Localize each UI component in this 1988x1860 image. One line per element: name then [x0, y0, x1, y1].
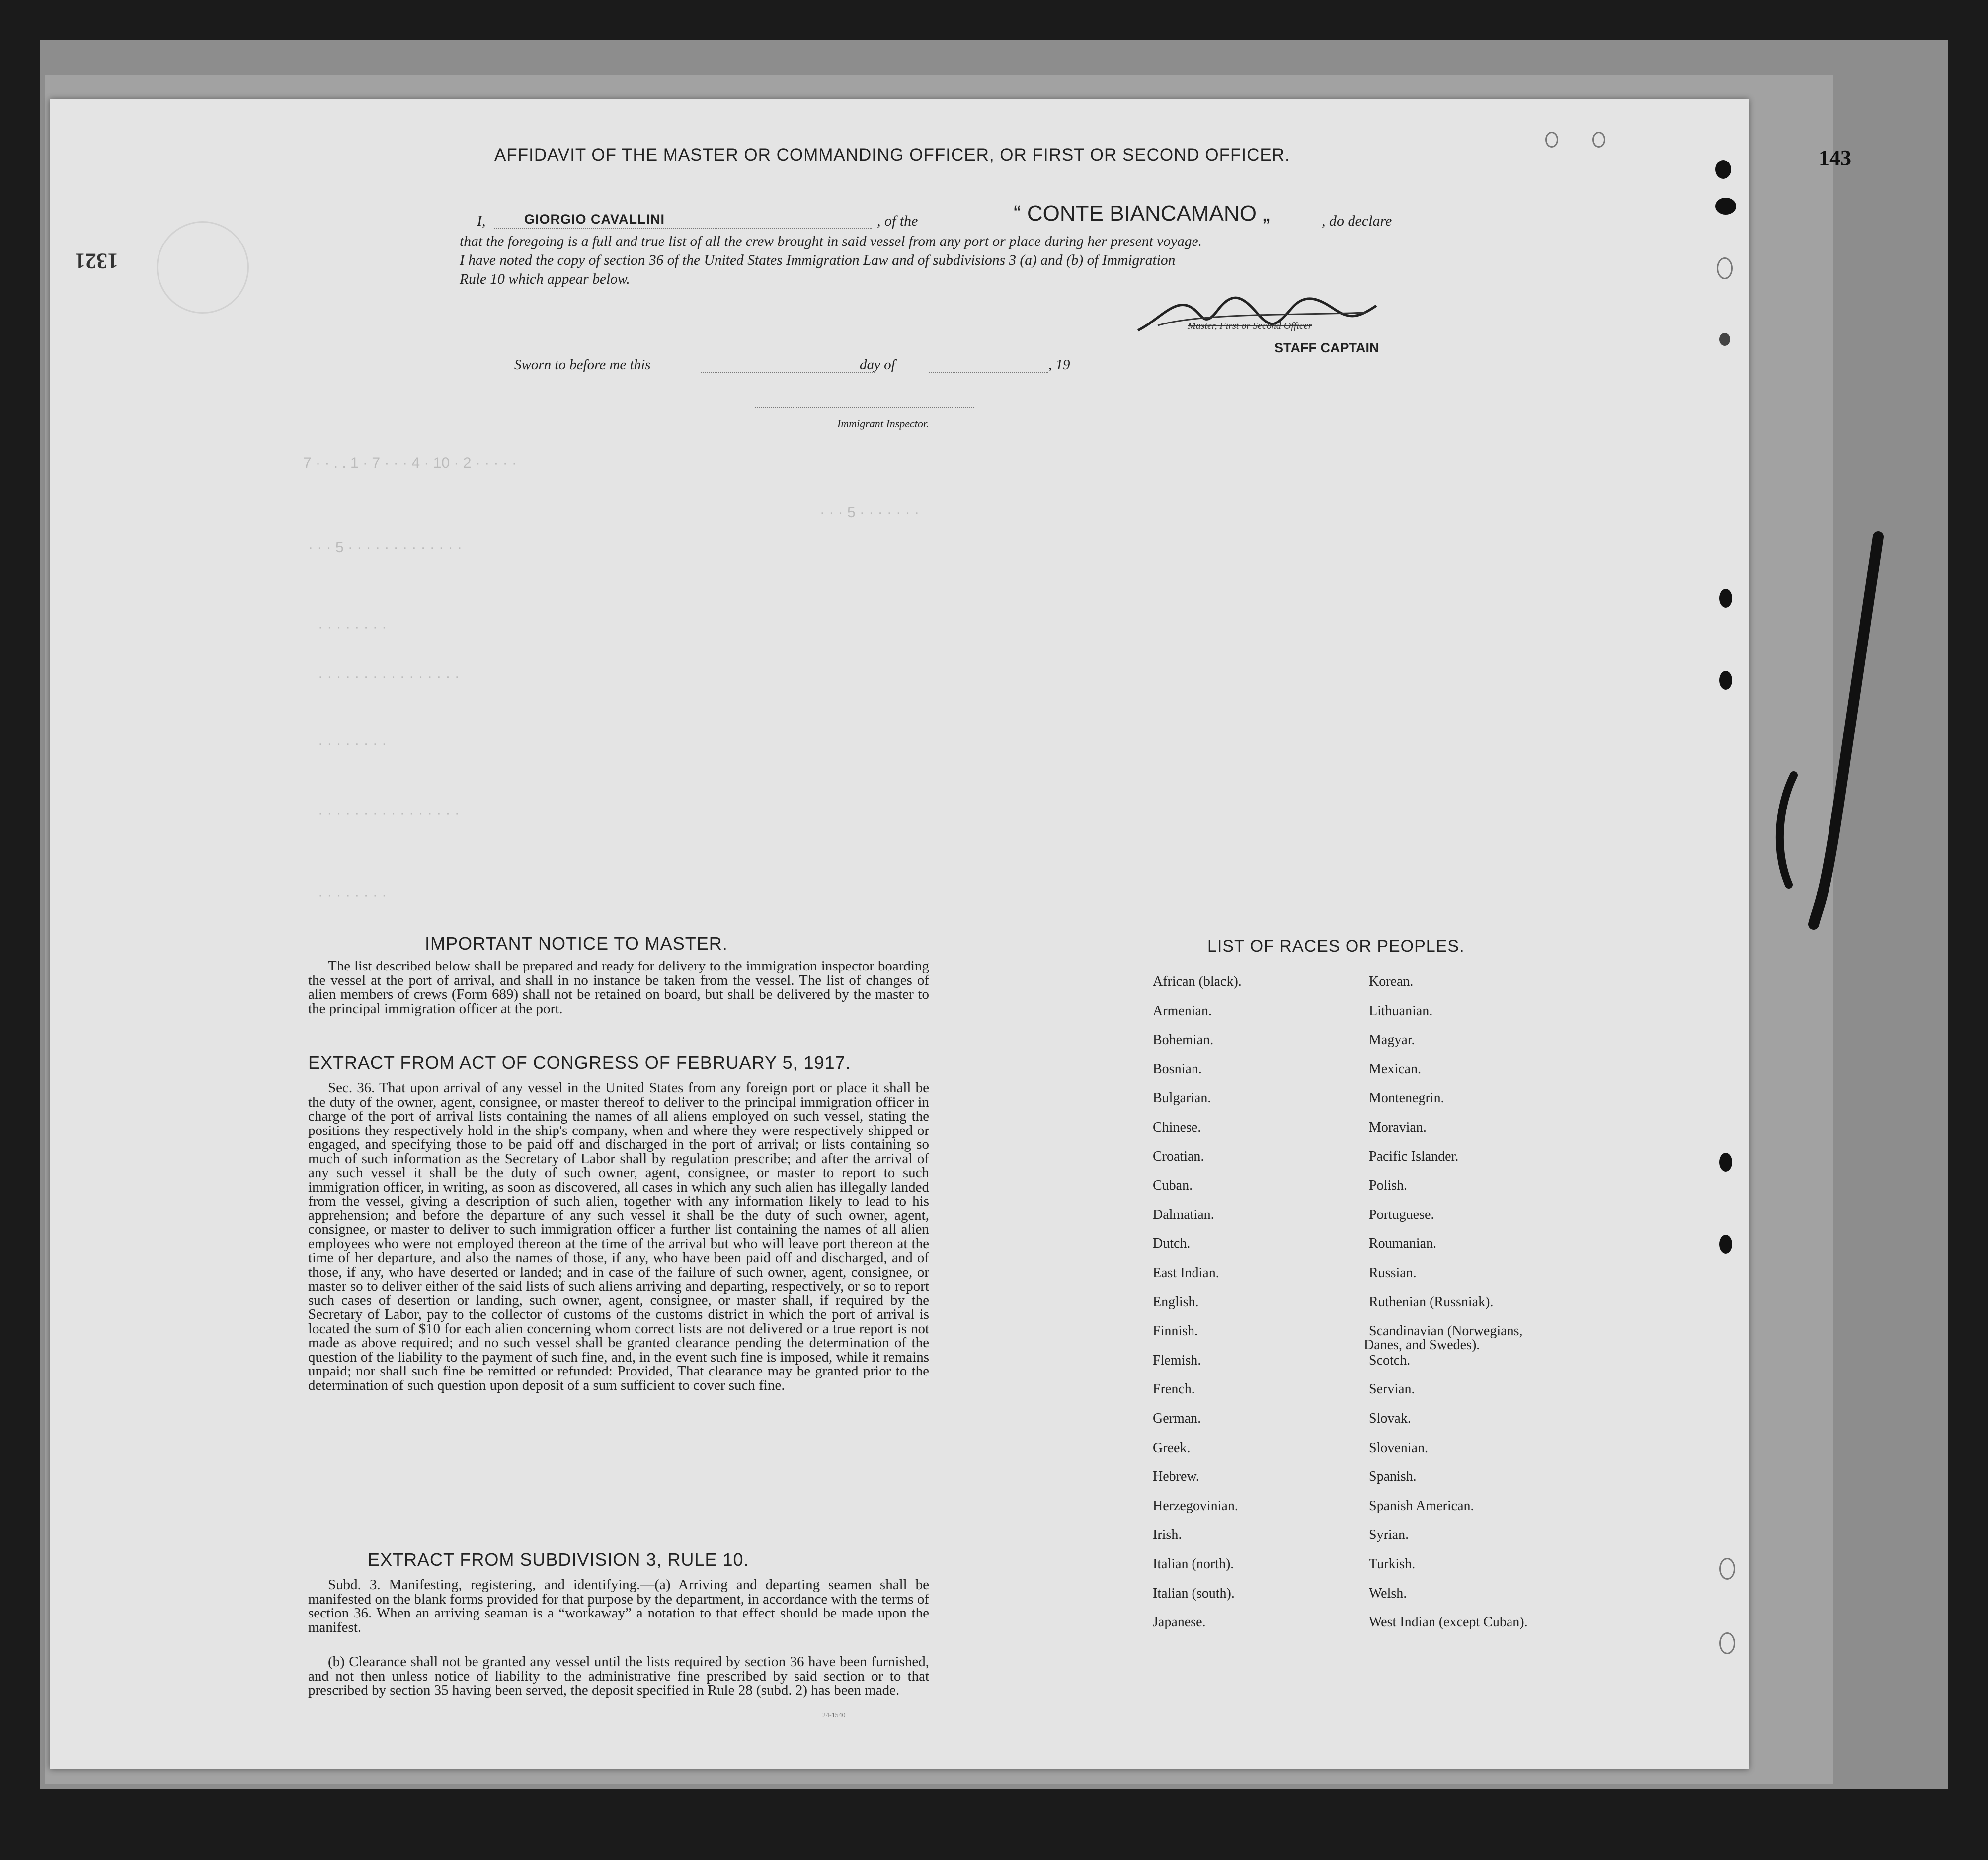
race-item: Danes, and Swedes).	[1364, 1337, 1480, 1353]
notice-heading: IMPORTANT NOTICE TO MASTER.	[425, 933, 728, 954]
of-the-text: , of the	[877, 213, 918, 229]
race-item: Dalmatian.	[1153, 1207, 1214, 1222]
officer-name: GIORGIO CAVALLINI	[524, 212, 665, 227]
punch-hole	[1715, 198, 1736, 215]
race-item: Japanese.	[1153, 1615, 1206, 1630]
race-item: Ruthenian (Russniak).	[1369, 1294, 1494, 1310]
rule-text-b: (b) Clearance shall not be granted any vessel until the lists required by section 36 have been furnished, and not then unless notice of liability to the administrative fine prescribed by said section or to that prescribed by section 35 having been served, the deposit specified in Rule 28 (subd. 2) has been made.	[308, 1654, 929, 1698]
name-line	[494, 228, 872, 229]
race-item: Welsh.	[1369, 1585, 1407, 1601]
race-item: Croatian.	[1153, 1148, 1204, 1164]
signature-caption: Master, First or Second Officer	[1188, 321, 1312, 331]
race-item: Italian (north).	[1153, 1556, 1234, 1572]
act-text: Sec. 36. That upon arrival of any vessel in the United States from any foreign port or place it shall be the duty of the owner, agent, consignee, or master thereof to deliver to the principal immigration officer in charge of the port of arrival lists containing the names of all aliens employed on such vessel, stating the positions they respectively hold in the ship's company, when and where they were respectively shipped or engaged, and specifying those to be paid off and discharged in the port of arrival; or lists containing so much of such information as the Secretary of Labor shall by regulation prescribe; and after the arrival of any such vessel it shall be the duty of such owner, agent, consignee, or master to report to such immigration officer, in writing, as soon as discovered, all cases in which any such alien has illegally landed from the vessel, giving a description of such alien, together with any information likely to lead to his apprehension; and before the departure of any such vessel it shall be the duty of such owner, agent, consignee, or master to deliver to such immigration officer a further list containing the names of all alien employees who were not employed thereon at the time of the arrival but who will leave port thereon at the time of her departure, and also the names of those, if any, who have been paid off and discharged, and of those, if any, who have deserted or landed; and in case of the failure of such owner, agent, consignee, or master so to deliver either of the said lists of such aliens arriving and departing, respectively, or so to report such cases of desertion or landing, such owner, agent, consignee, or master shall, if required by the Secretary of Labor, pay to the collector of customs of the customs district in which the port of arrival is located the sum of $10 for each alien concerning whom correct lists are not delivered or a true report is not made as above required; and no such vessel shall be granted clearance pending the determination of the question of the liability to the payment of such fine, and, in the event such fine is imposed, while it remains unpaid; nor shall such fine be remitted or refunded: Provided, That clearance may be granted prior to the determination of such question upon deposit of a sum sufficient to cover such fine.	[308, 1080, 929, 1393]
race-item: Hebrew.	[1153, 1469, 1199, 1485]
punch-hole	[1719, 1235, 1732, 1254]
race-item: Dutch.	[1153, 1236, 1191, 1252]
affidavit-line-2: that the foregoing is a full and true list of all the crew brought in said vessel from any port or place during her present voyage.	[460, 234, 1202, 249]
race-item: Servian.	[1369, 1381, 1415, 1397]
inspector-caption: Immigrant Inspector.	[837, 417, 929, 430]
race-item: Greek.	[1153, 1440, 1191, 1456]
race-item: Spanish.	[1369, 1469, 1417, 1485]
race-item: East Indian.	[1153, 1265, 1219, 1281]
race-item: Bohemian.	[1153, 1032, 1214, 1048]
signature	[1128, 291, 1386, 340]
race-item: Mexican.	[1369, 1061, 1421, 1077]
rule-text-a: Subd. 3. Manifesting, registering, and identifying.—(a) Arriving and departing seamen shall be manifested on the blank forms provided for that purpose by the department, in accordance with the terms of section 36. When an arriving seaman is a “workaway” a notation to that effect should be made upon the manifest.	[308, 1577, 929, 1635]
race-item: Slovak.	[1369, 1411, 1411, 1426]
affidavit-intro: I,	[477, 213, 486, 229]
punch-hole	[1719, 1153, 1732, 1172]
race-item: Magyar.	[1369, 1032, 1415, 1048]
rule-heading: EXTRACT FROM SUBDIVISION 3, RULE 10.	[368, 1549, 749, 1570]
race-item: Portuguese.	[1369, 1207, 1434, 1222]
race-item: Herzegovinian.	[1153, 1498, 1238, 1514]
race-item: Cuban.	[1153, 1178, 1193, 1194]
race-item: German.	[1153, 1411, 1201, 1426]
year-text: , 19	[1048, 357, 1070, 373]
act-heading: EXTRACT FROM ACT OF CONGRESS OF FEBRUARY 5, 1917.	[308, 1052, 851, 1073]
handwritten-mark	[1759, 527, 1908, 934]
form-code: 24-1540	[822, 1712, 846, 1719]
race-item: Italian (south).	[1153, 1585, 1235, 1601]
affidavit-line-4: Rule 10 which appear below.	[460, 271, 630, 287]
race-item: Scotch.	[1369, 1352, 1411, 1368]
race-item: Chinese.	[1153, 1120, 1201, 1135]
races-heading: LIST OF RACES OR PEOPLES.	[1207, 937, 1465, 956]
sworn-line	[701, 372, 875, 373]
race-item: Bulgarian.	[1153, 1090, 1211, 1106]
document-page: 1321 AFFIDAVIT OF THE MASTER OR COMMANDING OFFICER, OR FIRST OR SECOND OFFICER. I, GIORGIO CAVALLINI , of the “ CONTE BIANCAMANO „ , do declare that the foregoing is a full and true list of all the crew brought in said vessel from any port or place during her present voyage. I have noted the copy of section 36 of the United States Immigration Law and of subdivisions 3 (a) and (b) of Immigration Rule 10 which appear below. Master, First or Second Officer STAFF CAPTAIN Sworn to before me this day of , 19 Immigrant Inspector. 7 · · . . 1 · 7 · · · 4 · 10 · 2 · · · · · · · · 5 · · · · · · · · · · 5 · · · · · · · · · · · · · · · · · · · · · · · · · · · · · · · · · · · · · · · · · · · · · · · · · · · · · · · · · · · · · · · · · · · · · IMPORTANT NOTICE TO MASTER. The list described below shall be prepared and ready for delivery to the immigration inspector boarding the vessel at the port of arrival, and shall in no instance be taken from the vessel. The list of changes of alien members of crews (Form 689) shall not be retained on board, but shall be delivered by the master to the principal immigration officer at the port. EXTRACT FROM ACT OF CONGRESS OF FEBRUARY 5, 1917. Sec. 36. That upon arrival of any vessel in the United States from any foreign port or place it shall be the duty of the owner, agent, consignee, or master thereof to deliver to the principal immigration officer in charge of the port of arrival lists containing the names of all aliens employed on such vessel, stating the positions they respectively hold in the ship's company, when and where they were respectively shipped or engaged, and specifying those to be paid off and discharged in the port of arrival; or lists containing so much of such information as the Secretary of Labor shall by regulation prescribe; and after the arrival of any such vessel it shall be the duty of such owner, agent, consignee, or master to report to such immigration officer, in writing, as soon as discovered, all cases in which any such alien has illegally landed from the vessel, giving a description of such alien, together with any information likely to lead to his apprehension; and before the departure of any such vessel it shall be the duty of such owner, agent, consignee, or master to deliver to such immigration officer a further list containing the names of all alien employees who were not employed thereon at the time of the arrival but who will leave port thereon at the time of her departure, and also the names of those, if any, who have been paid off and discharged, and of those, if any, who have deserted or landed; and in case of the failure of such owner, agent, consignee, or master so to deliver either of the said lists of such aliens arriving and departing, respectively, or so to report such cases of desertion or landing, such owner, agent, consignee, or master shall, if required by the Secretary of Labor, pay to the collector of customs of the customs district in which the port of arrival is located the sum of $10 for each alien concerning whom correct lists are not delivered or a true report is not made as above required; and no such vessel shall be granted clearance pending the determination of the question of the liability to the payment of such fine, and, in the event such fine is imposed, while it remains unpaid; nor shall such fine be remitted or refunded: Provided, That clearance may be granted prior to the determination of such question upon deposit of a sum sufficient to cover such fine. EXTRACT FROM SUBDIVISION 3, RULE 10. Subd. 3. Manifesting, registering, and identifying.—(a) Arriving and departing seamen shall be manifested on the blank forms provided for that purpose by the department, in accordance with the terms of section 36. When an arriving seaman is a “workaway” a notation to that effect should be made upon the manifest. (b) Clearance shall not be granted any vessel until the lists required by section 36 have been furnished, and not then unless notice of liability to the administrative fine prescribed by said section or to that prescribed by section 35 having been served, the deposit specified in Rule 28 (subd. 2) has been made. 24-1540 LIST OF RACES OR PEOPLES. African (black). Armenian. Bohemian. Bosnian. Bulgarian. Chinese. Croatian. Cuban. Dalmatian. Dutch. East Indian. English. Finnish. Flemish. French. German. Greek. Hebrew. Herzegovinian. Irish. Italian (north). Italian (south). Japanese. Korean. Lithuanian. Magyar. Mexican. Montenegrin. Moravian. Pacific Islander. Polish. Portuguese. Roumanian. Russian. Ruthenian (Russniak). Scandinavian (Norwegians, Danes, and Swedes). Scotch. Servian. Slovak. Slovenian. Spanish. Spanish American. Syrian. Turkish. Welsh. West Indian (except Cuban).	[50, 99, 1749, 1769]
punch-hole	[1719, 1632, 1735, 1654]
race-item: Moravian.	[1369, 1120, 1427, 1135]
punch-hole	[1592, 132, 1605, 148]
staff-captain-title: STAFF CAPTAIN	[1274, 340, 1379, 355]
faded-seal	[157, 221, 249, 314]
month-line	[929, 372, 1048, 373]
race-item: Lithuanian.	[1369, 1003, 1433, 1019]
race-item: Slovenian.	[1369, 1440, 1428, 1456]
day-of-text: day of	[860, 357, 895, 373]
punch-hole	[1545, 132, 1558, 148]
race-item: Syrian.	[1369, 1527, 1409, 1543]
race-item: Scandinavian (Norwegians,	[1369, 1323, 1523, 1339]
race-item: Finnish.	[1153, 1323, 1198, 1339]
affidavit-title: AFFIDAVIT OF THE MASTER OR COMMANDING OFFICER, OR FIRST OR SECOND OFFICER.	[494, 145, 1290, 164]
race-item: Irish.	[1153, 1527, 1182, 1543]
race-item: Montenegrin.	[1369, 1090, 1444, 1106]
race-item: Armenian.	[1153, 1003, 1212, 1019]
sworn-text: Sworn to before me this	[514, 357, 651, 373]
race-item: Russian.	[1369, 1265, 1417, 1281]
stamp-number: 1321	[75, 249, 118, 273]
page-number: 143	[1819, 146, 1851, 170]
race-item: Roumanian.	[1369, 1236, 1437, 1252]
punch-hole	[1717, 257, 1733, 279]
punch-hole	[1719, 333, 1730, 346]
race-item: African (black).	[1153, 974, 1242, 989]
race-item: French.	[1153, 1381, 1195, 1397]
race-item: West Indian (except Cuban).	[1369, 1615, 1528, 1630]
race-item: Flemish.	[1153, 1352, 1201, 1368]
affidavit-line-3: I have noted the copy of section 36 of the United States Immigration Law and of subdivisions 3 (a) and (b) of Immigration	[460, 252, 1176, 268]
inspector-line	[755, 407, 974, 408]
declare-text: , do declare	[1322, 213, 1392, 229]
notice-text: The list described below shall be prepared and ready for delivery to the immigration inspector boarding the vessel at the port of arrival, and shall in no instance be taken from the vessel. The list of changes of alien members of crews (Form 689) shall not be retained on board, but shall be delivered by the master to the principal immigration officer at the port.	[308, 958, 929, 1017]
race-item: Polish.	[1369, 1178, 1408, 1194]
race-item: Turkish.	[1369, 1556, 1416, 1572]
race-item: Bosnian.	[1153, 1061, 1202, 1077]
punch-hole	[1719, 671, 1732, 690]
race-item: Korean.	[1369, 974, 1414, 989]
punch-hole	[1719, 1558, 1735, 1580]
race-item: English.	[1153, 1294, 1199, 1310]
vessel-name: “ CONTE BIANCAMANO „	[1014, 201, 1270, 226]
race-item: Pacific Islander.	[1369, 1148, 1459, 1164]
punch-hole	[1719, 589, 1732, 608]
punch-hole	[1715, 160, 1731, 179]
race-item: Spanish American.	[1369, 1498, 1474, 1514]
